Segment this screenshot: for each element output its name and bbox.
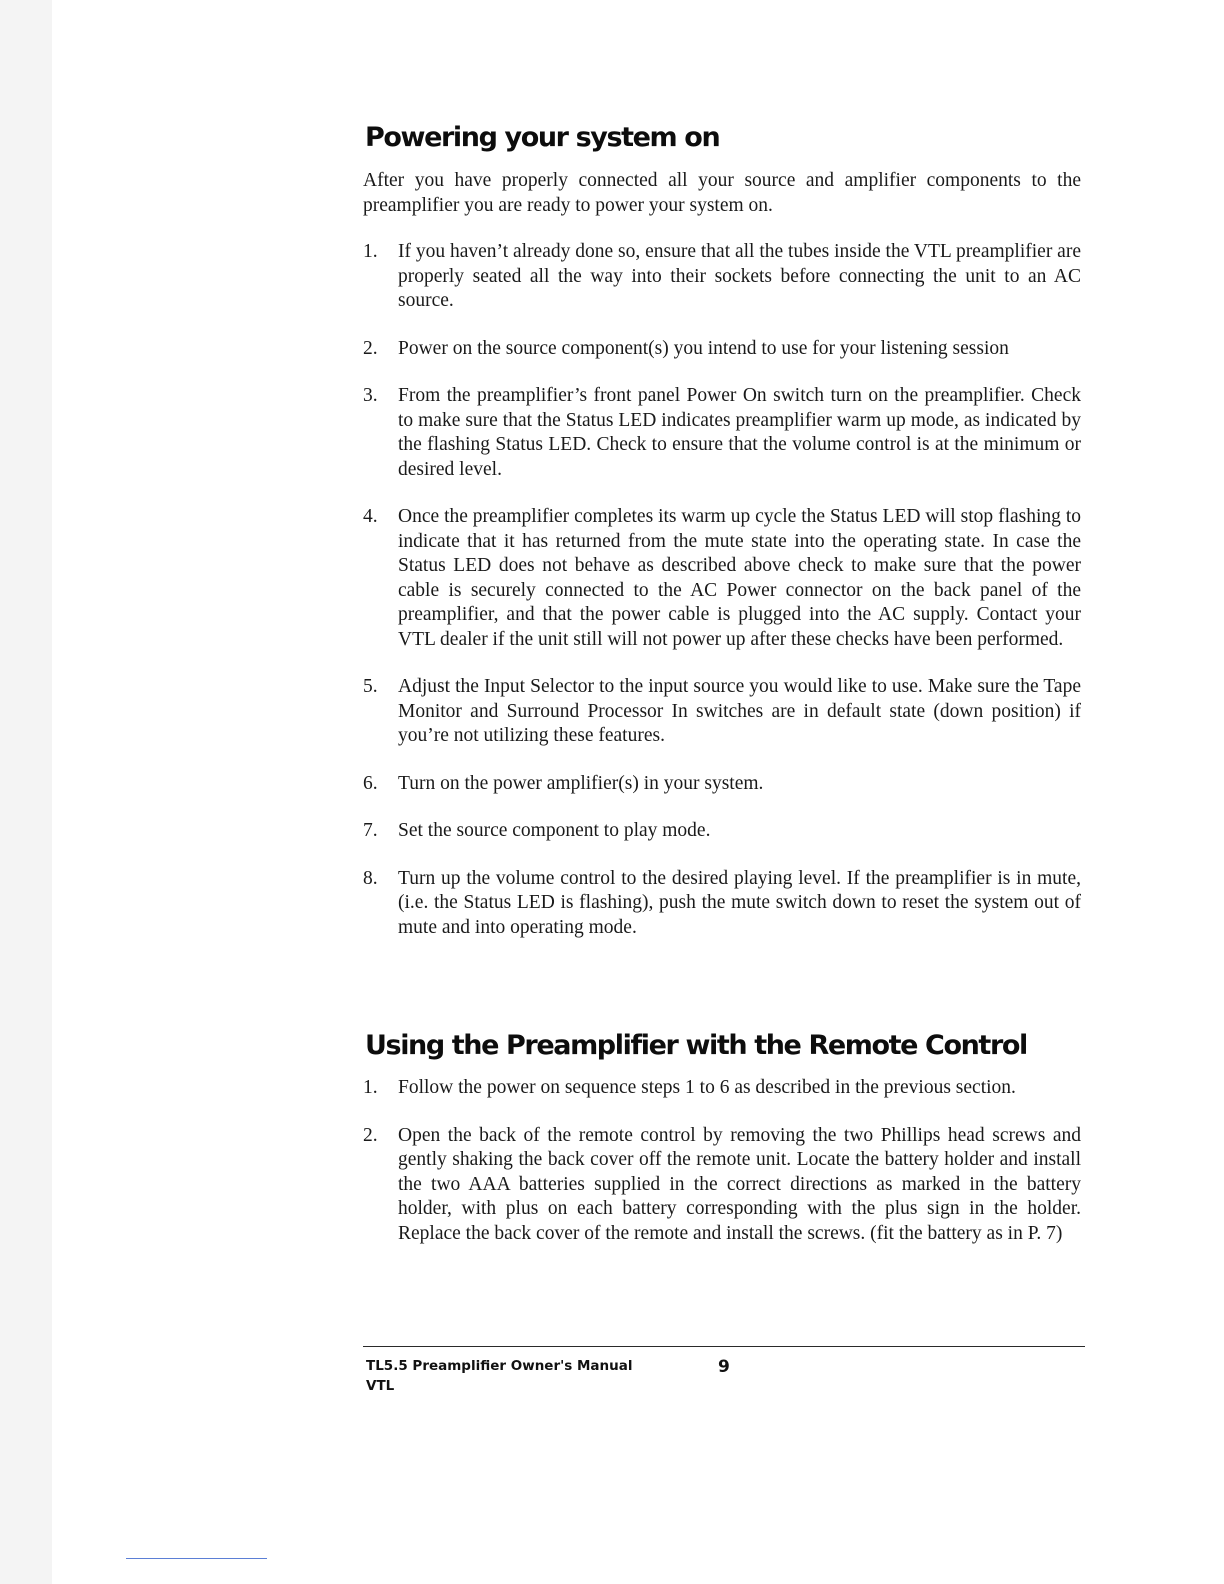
footnote-rule	[126, 1558, 267, 1559]
step-number: 4.	[363, 506, 378, 527]
list-item	[363, 505, 1081, 652]
step-text: Adjust the Input Selector to the input source you would like to use. Make sure the Tape Monitor and Surround Processor In switches are in default state (down position) if you’re not utilizing these features.	[398, 676, 1081, 746]
step-number: 2.	[363, 337, 378, 359]
step-text: If you haven’t already done so, ensure that all the tubes inside the VTL preamplifier are properly seated all the way into their sockets before connecting the unit to an AC source.	[398, 241, 1081, 311]
page-footer	[366, 1356, 633, 1396]
step-number: 5.	[363, 676, 378, 697]
step-text: Once the preamplifier completes its warm up cycle the Status LED will stop flashing to indicate that it has returned from the mute state into the operating state. In case the Status LED does not behave as described above check to make sure that the power cable is securely connected to the AC Power connector on the back panel of the preamplifier, and that the power cable is plugged into the AC supply. Contact your VTL dealer if the unit still will not power up after these checks have been performed.	[398, 506, 1081, 650]
step-number: 3.	[363, 385, 378, 406]
step-text: Power on the source component(s) you intend to use for your listening session	[398, 337, 1009, 359]
list-item	[363, 867, 1081, 941]
footer-divider	[363, 1346, 1085, 1347]
section-heading-remote-control: Using the Preamplifier with the Remote Control	[365, 1030, 1027, 1061]
step-text: Open the back of the remote control by removing the two Phillips head screws and gently shaking the back cover off the remote unit. Locate the battery holder and install the two AAA batteries supplied in the correct directions as marked in the battery holder, with plus on each battery corresponding with the plus sign in the holder. Replace the back cover of the remote and install the screws. (fit the battery as in P. 7)	[398, 1124, 1081, 1244]
page-number: 9	[718, 1357, 730, 1377]
list-item	[363, 337, 1081, 362]
scan-margin-shade	[0, 0, 52, 1584]
step-text: Turn on the power amplifier(s) in your system.	[398, 772, 764, 794]
list-item	[363, 819, 1081, 844]
section-heading-powering: Powering your system on	[365, 122, 720, 153]
list-item	[363, 1124, 1081, 1247]
step-number: 1.	[363, 1077, 378, 1098]
powering-steps-list	[363, 240, 1081, 963]
list-item	[363, 384, 1081, 482]
list-item	[363, 675, 1081, 749]
step-number: 6.	[363, 772, 378, 794]
step-number: 7.	[363, 820, 378, 841]
list-item	[363, 1076, 1081, 1101]
list-item	[363, 772, 1081, 797]
step-text: Turn up the volume control to the desired playing level. If the preamplifier is in mute, (i.e. the Status LED is flashing), push the mute switch down to reset the system out of mute and into operating mode.	[398, 867, 1081, 938]
section-intro: After you have properly connected all your source and amplifier components to the preamplifier you are ready to power your system on.	[363, 170, 1081, 216]
step-number: 2.	[363, 1124, 378, 1146]
footer-manual-title: TL5.5 Preamplifier Owner's Manual	[366, 1358, 633, 1374]
remote-steps-list	[363, 1076, 1081, 1269]
step-text: From the preamplifier’s front panel Power On switch turn on the preamplifier. Check to make sure that the Status LED indicates preamplifier warm up mode, as indicated by the flashing Status LED. Check to ensure that the volume control is at the minimum or desired level.	[398, 385, 1081, 480]
step-number: 1.	[363, 241, 378, 262]
footer-brand: VTL	[366, 1378, 395, 1394]
step-text: Set the source component to play mode.	[398, 820, 711, 841]
step-text: Follow the power on sequence steps 1 to 6 as described in the previous section.	[398, 1077, 1016, 1098]
step-number: 8.	[363, 867, 378, 889]
list-item	[363, 240, 1081, 314]
